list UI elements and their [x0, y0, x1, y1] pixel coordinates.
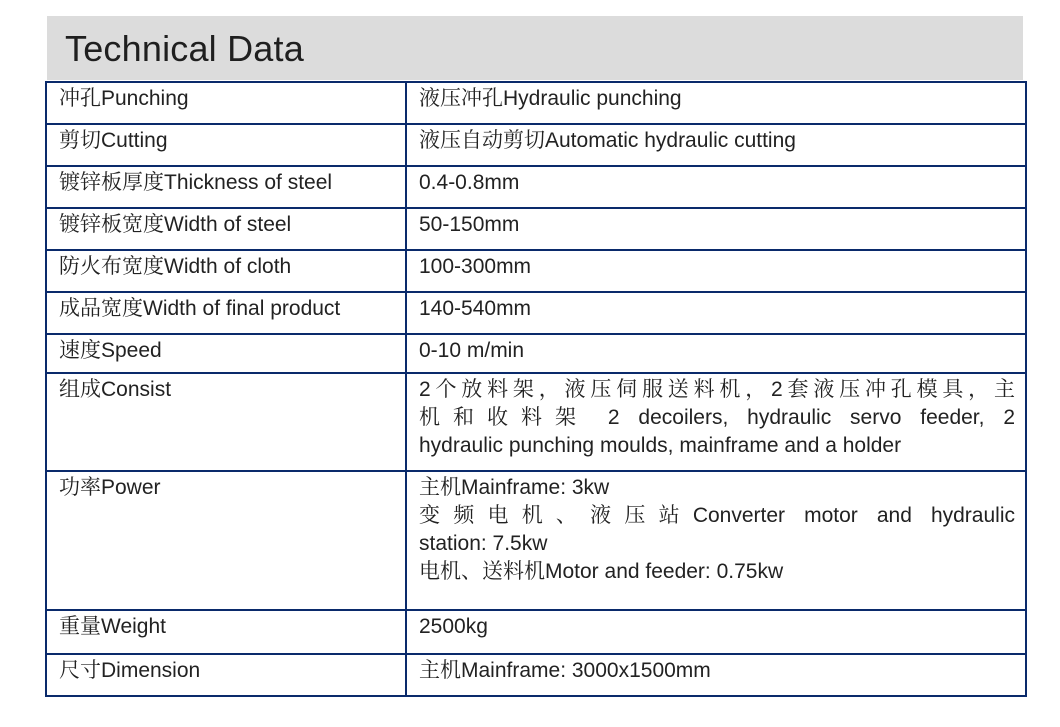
- value-line: 0-10 m/min: [419, 339, 525, 362]
- section-header: [47, 16, 1023, 80]
- value-line: 0.4-0.8mm: [419, 171, 520, 194]
- value-line: 100-300mm: [419, 255, 532, 278]
- row-label: 组成Consist: [46, 373, 406, 471]
- row-label: 剪切Cutting: [46, 124, 406, 166]
- table-row: [46, 124, 1026, 166]
- table-row: [46, 292, 1026, 334]
- row-value: [406, 334, 1026, 373]
- row-label: 速度Speed: [46, 334, 406, 373]
- value-line: 50-150mm: [419, 213, 520, 236]
- row-value: [406, 250, 1026, 292]
- table-row: [46, 208, 1026, 250]
- row-value: [406, 654, 1026, 696]
- table-row: [46, 610, 1026, 654]
- value-line: 2500kg: [419, 615, 488, 638]
- row-value: [406, 82, 1026, 124]
- table-row: [46, 82, 1026, 124]
- row-value: [406, 292, 1026, 334]
- row-label: 防火布宽度Width of cloth: [46, 250, 406, 292]
- row-value: [406, 208, 1026, 250]
- value-line: 主机Mainframe: 3000x1500mm: [419, 659, 711, 682]
- table-row: [46, 166, 1026, 208]
- table-row: [46, 471, 1026, 610]
- technical-data-table: [45, 81, 1027, 697]
- table-row: [46, 250, 1026, 292]
- row-label: 镀锌板厚度Thickness of steel: [46, 166, 406, 208]
- table-row: [46, 373, 1026, 471]
- row-label: 重量Weight: [46, 610, 406, 654]
- row-value: [406, 610, 1026, 654]
- value-line: 电机、送料机Motor and feeder: 0.75kw: [419, 560, 784, 583]
- row-value: [406, 166, 1026, 208]
- row-value: [406, 373, 1026, 471]
- value-line: 液压自动剪切Automatic hydraulic cutting: [419, 129, 796, 152]
- table-row: [46, 334, 1026, 373]
- table-row: [46, 654, 1026, 696]
- value-line: 140-540mm: [419, 297, 532, 320]
- row-label: 成品宽度Width of final product: [46, 292, 406, 334]
- value-line: 变频电机、液压站Converter motor and hydraulic: [419, 504, 1015, 527]
- value-line: 2个放料架，液压伺服送料机，2套液压冲孔模具，主: [419, 378, 1015, 401]
- row-label: 功率Power: [46, 471, 406, 610]
- value-line: hydraulic punching moulds, mainframe and a holder: [419, 434, 902, 457]
- section-title: Technical Data: [65, 28, 304, 69]
- row-label: 冲孔Punching: [46, 82, 406, 124]
- value-line: 液压冲孔Hydraulic punching: [419, 87, 682, 110]
- row-value: [406, 124, 1026, 166]
- row-label: 镀锌板宽度Width of steel: [46, 208, 406, 250]
- value-line: 机和收料架 2 decoilers, hydraulic servo feeder, 2: [419, 406, 1015, 429]
- row-value: [406, 471, 1026, 610]
- value-line: 主机Mainframe: 3kw: [419, 476, 610, 499]
- row-label: 尺寸Dimension: [46, 654, 406, 696]
- value-line: station: 7.5kw: [419, 532, 548, 555]
